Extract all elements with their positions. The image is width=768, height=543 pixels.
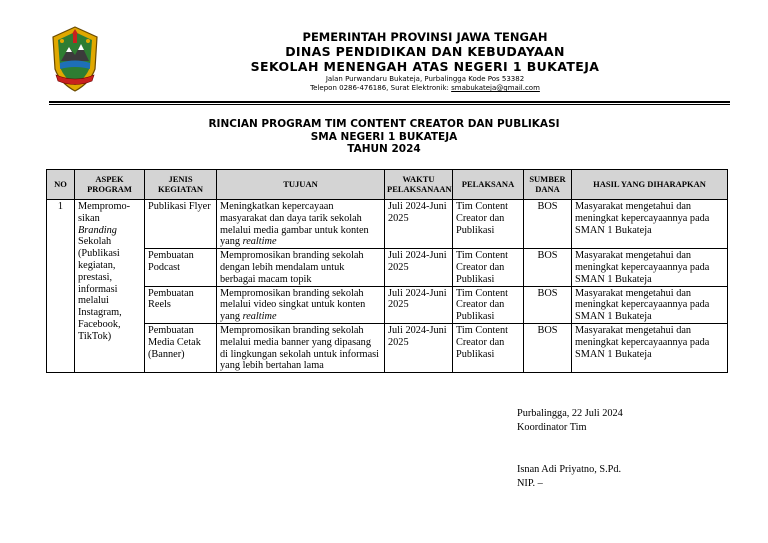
goal-text: Mempromosikan branding sekolah melalui video singkat untuk konten yang [220,287,366,323]
letterhead-text [215,30,635,93]
executor: Tim Content Creator dan Publikasi [453,323,524,372]
table-row [47,286,728,323]
goal-text: Mempromosikan branding sekolah dengan lebih mendalam untuk berbagai macam topik [220,250,364,285]
goal-emphasis: realtime [242,311,277,323]
header-dana: SUMBER DANA [524,170,572,200]
goal-cell [217,323,385,372]
expected-result: Masyarakat mengetahui dan meningkat kepercayaannya pada SMAN 1 Bukateja [572,286,728,323]
executor: Tim Content Creator dan Publikasi [453,286,524,323]
goal-text: Mempromosikan branding sekolah melalui media banner yang dipasang di lingkungan sekolah untuk informasi yang lebih bertahan lama [220,324,380,372]
school-address: Jalan Purwandaru Bukateja, Purbalingga Kode Pos 53382 [325,75,525,83]
schedule: Juli 2024-Juni 2025 [385,286,453,323]
jawa-tengah-emblem-icon [50,25,100,93]
document-title [0,118,768,156]
signature-name: Isnan Adi Priyatno, S.Pd. [517,464,622,475]
signature-nip: NIP. – [517,478,543,489]
aspect-text-pre: Mempromo-sikan [78,201,131,224]
goal-emphasis: realtime [242,236,277,248]
row-number: 1 [47,200,75,373]
expected-result: Masyarakat mengetahui dan meningkat kepercayaannya pada SMAN 1 Bukateja [572,323,728,372]
title-line-2: SMA NEGERI 1 BUKATEJA [310,130,458,143]
department-name: DINAS PENDIDIKAN DAN KEBUDAYAAN [285,44,565,59]
table-row [47,249,728,286]
funding-source: BOS [524,323,572,372]
activity-type: Pembuatan Podcast [145,249,217,286]
schedule: Juli 2024-Juni 2025 [385,249,453,286]
expected-result: Masyarakat mengetahui dan meningkat kepercayaannya pada SMAN 1 Bukateja [572,249,728,286]
school-email: smabukateja@gmail.com [451,84,540,92]
letterhead-rule-thin [49,104,730,105]
header-pelaksana: PELAKSANA [453,170,524,200]
table-row [47,200,728,249]
aspect-text-post: Sekolah (Publikasi kegiatan, prestasi, informasi melalui Instagram, Facebook, TikTok) [78,236,122,342]
title-line-3: TAHUN 2024 [347,143,421,155]
header-waktu: WAKTU PELAKSANAAN [385,170,453,200]
goal-cell [217,286,385,323]
signature-place-date: Purbalingga, 22 Juli 2024 [517,408,623,419]
activity-type: Pembuatan Media Cetak (Banner) [145,323,217,372]
activity-type: Pembuatan Reels [145,286,217,323]
program-table [46,169,728,373]
activity-type: Publikasi Flyer [145,200,217,249]
funding-source: BOS [524,249,572,286]
title-line-1: RINCIAN PROGRAM TIM CONTENT CREATOR DAN PUBLIKASI [208,118,560,130]
goal-cell [217,249,385,286]
header-hasil: HASIL YANG DIHARAPKAN [572,170,728,200]
table-row [47,323,728,372]
table-header-row [47,170,728,200]
letterhead-rule-thick [49,101,730,103]
contact-prefix: Telepon 0286-476186, Surat Elektronik: [310,84,452,92]
schedule: Juli 2024-Juni 2025 [385,200,453,249]
expected-result: Masyarakat mengetahui dan meningkat kepercayaannya pada SMAN 1 Bukateja [572,200,728,249]
signature-role: Koordinator Tim [517,422,587,433]
school-name: SEKOLAH MENENGAH ATAS NEGERI 1 BUKATEJA [250,59,600,74]
schedule: Juli 2024-Juni 2025 [385,323,453,372]
government-name: PEMERINTAH PROVINSI JAWA TENGAH [302,30,548,44]
goal-cell [217,200,385,249]
funding-source: BOS [524,200,572,249]
executor: Tim Content Creator dan Publikasi [453,249,524,286]
aspect-text-emphasis: Branding [78,224,117,236]
header-tujuan: TUJUAN [217,170,385,200]
header-jenis: JENIS KEGIATAN [145,170,217,200]
letterhead [0,0,768,104]
funding-source: BOS [524,286,572,323]
executor: Tim Content Creator dan Publikasi [453,200,524,249]
goal-text: Meningkatkan kepercayaan masyarakat dan daya tarik sekolah melalui media gambar untuk konten yang [220,201,369,248]
school-contact [215,84,635,93]
signature-block [517,407,623,491]
aspect-cell [75,200,145,373]
header-no: NO [47,170,75,200]
header-aspek: ASPEK PROGRAM [75,170,145,200]
